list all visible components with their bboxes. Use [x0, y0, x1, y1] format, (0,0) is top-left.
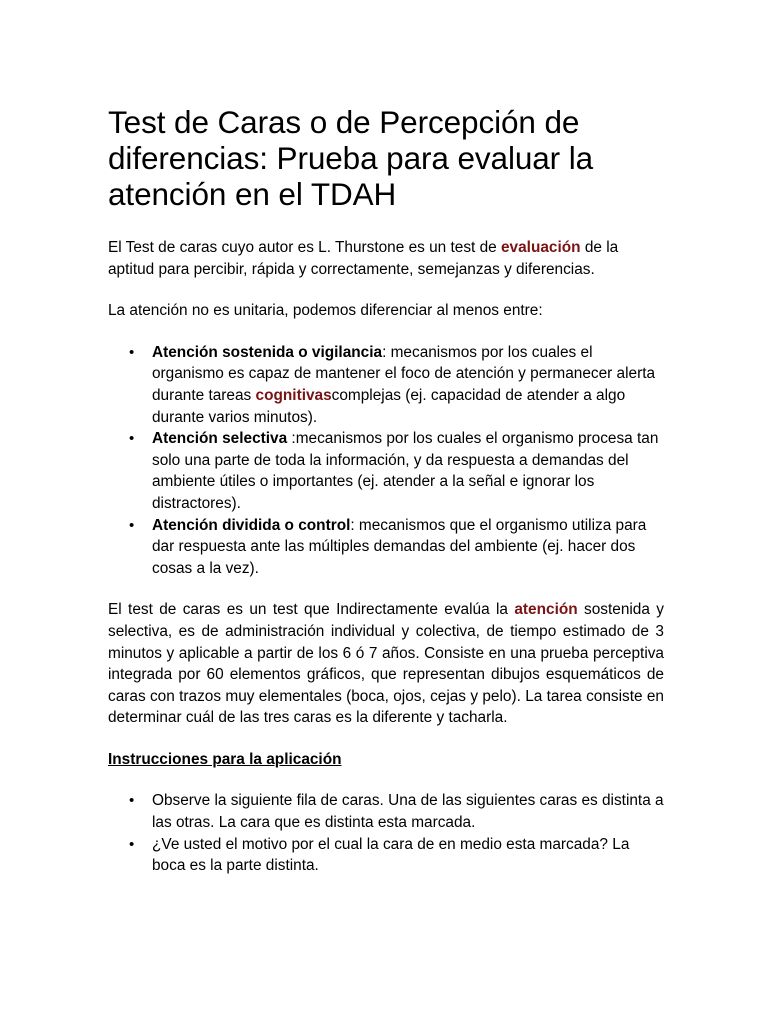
list-item: [108, 834, 664, 877]
item-text: :mecanismos por los cuales el organismo procesa tan solo una parte de toda la información, y da respuesta a demandas del ambiente útiles o importantes (ej. atender a la señal e ignorar los distractores).: [152, 430, 659, 512]
document-page: [108, 104, 664, 897]
intro-paragraph: [108, 237, 664, 280]
bullet-icon: •: [129, 516, 135, 534]
bullet-icon: •: [129, 792, 135, 810]
item-text: : mecanismos que el organismo utiliza para dar respuesta ante las múltiples demandas del ambiente (ej. hacer dos cosas a la vez).: [152, 516, 647, 577]
bullet-icon: •: [129, 430, 135, 448]
attention-types-list: [108, 342, 664, 580]
intro-text-before: El Test de caras cuyo autor es L. Thurstone es un test de: [108, 239, 501, 256]
evaluacion-link[interactable]: evaluación: [500, 239, 581, 256]
term-selective-attention: Atención selectiva: [152, 430, 288, 448]
instruction-text: ¿Ve usted el motivo por el cual la cara de en medio esta marcada? La boca es la parte distinta.: [152, 835, 630, 875]
instructions-list: [108, 790, 664, 876]
term-divided-attention: Atención dividida o control: [152, 516, 351, 534]
atencion-link[interactable]: atención: [514, 601, 578, 619]
list-item: [108, 515, 664, 580]
list-item: [108, 342, 664, 428]
item-text-after: complejas (ej. capacidad de atender a algo durante varios minutos).: [152, 386, 626, 426]
attention-intro-paragraph: La atención no es unitaria, podemos diferenciar al menos entre:: [108, 302, 543, 320]
cognitivas-link[interactable]: cognitivas: [255, 386, 332, 404]
description-paragraph: [108, 599, 664, 729]
instruction-text: Observe la siguiente fila de caras. Una de las siguientes caras es distinta a las otras. La cara que es distinta esta marcada.: [152, 792, 664, 832]
description-text-after: sostenida y selectiva, es de administración individual y colectiva, de tiempo estimado de 3 minutos y aplicable a partir de los 6 ó 7 años. Consiste en una prueba perceptiva integrada por 60 elementos gráficos, que representan dibujos esquemáticos de caras con trazos muy elementales (boca, ojos, cejas y pelo). La tarea consiste en determinar cuál de las tres caras es la diferente y tacharla.: [108, 601, 664, 727]
term-sustained-attention: Atención sostenida o vigilancia: [152, 343, 383, 361]
item-text-before: : mecanismos por los cuales el organismo es capaz de mantener el foco de atención y permanecer alerta durante tareas: [152, 343, 656, 404]
intro-text-after: de la aptitud para percibir, rápida y correctamente, semejanzas y diferencias.: [108, 239, 619, 278]
list-item: [108, 790, 664, 833]
bullet-icon: •: [129, 835, 135, 853]
list-item: [108, 428, 664, 514]
page-title: Test de Caras o de Percepción de diferencias: Prueba para evaluar la atención en el TDAH: [108, 104, 594, 212]
instructions-heading: Instrucciones para la aplicación: [108, 750, 342, 768]
bullet-icon: •: [129, 343, 135, 361]
description-text-before: El test de caras es un test que Indirectamente evalúa la: [108, 601, 515, 619]
